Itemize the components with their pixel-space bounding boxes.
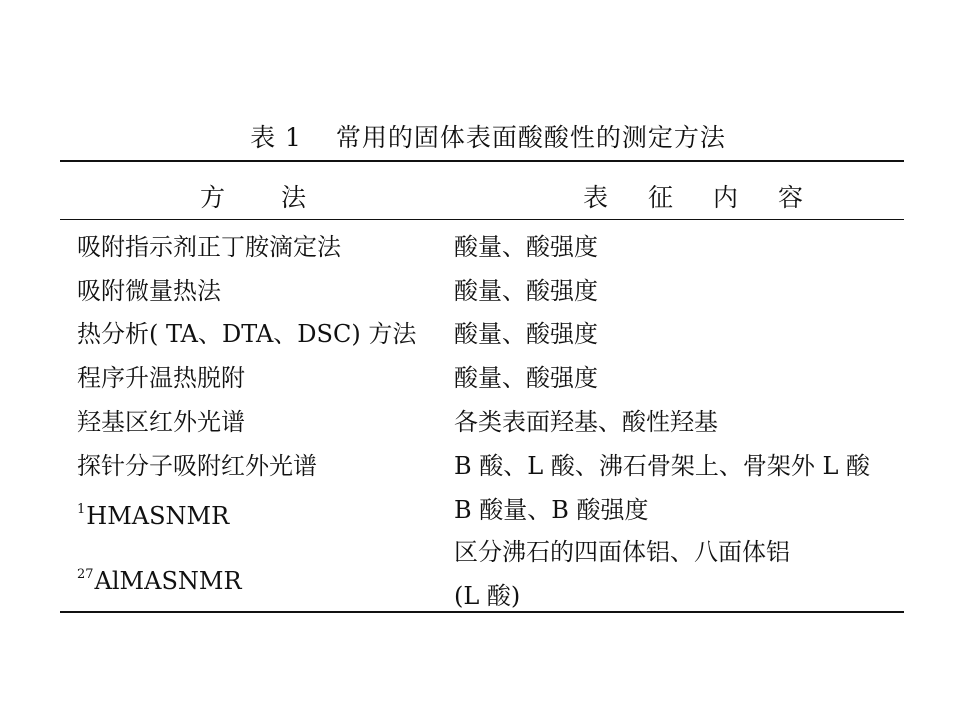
table-row-6-content: B 酸、L 酸、沸石骨架上、骨架外 L 酸 bbox=[454, 452, 871, 480]
method-name: HMASNMR bbox=[86, 502, 230, 530]
table-bottom-rule bbox=[60, 611, 904, 613]
table-header-rule bbox=[60, 219, 904, 220]
table-row-8-method bbox=[77, 560, 242, 596]
table-row-1-content: 酸量、酸强度 bbox=[454, 233, 598, 261]
table-row-2-method: 吸附微量热法 bbox=[77, 277, 221, 305]
table-top-rule bbox=[60, 160, 904, 162]
table-number: 表 1 bbox=[250, 123, 302, 152]
table-title: 常用的固体表面酸酸性的测定方法 bbox=[335, 123, 726, 152]
superscript-isotope: 27 bbox=[77, 567, 94, 582]
table-row-3-method: 热分析( TA、DTA、DSC) 方法 bbox=[77, 320, 417, 348]
table-row-8-content-line2: (L 酸) bbox=[454, 582, 521, 610]
table-caption bbox=[60, 118, 916, 154]
table-row-6-method: 探针分子吸附红外光谱 bbox=[77, 452, 317, 480]
table-row-5-content: 各类表面羟基、酸性羟基 bbox=[454, 408, 718, 436]
header-content: 表征内容 bbox=[583, 183, 844, 212]
superscript-isotope: 1 bbox=[77, 502, 86, 517]
header-method: 方法 bbox=[200, 183, 363, 212]
table-row-4-method: 程序升温热脱附 bbox=[77, 364, 245, 392]
table-row-8-content-line1: 区分沸石的四面体铝、八面体铝 bbox=[454, 538, 790, 566]
table-row-2-content: 酸量、酸强度 bbox=[454, 277, 598, 305]
table-row-1-method: 吸附指示剂正丁胺滴定法 bbox=[77, 233, 341, 261]
table-row-7-method bbox=[77, 495, 229, 531]
method-name: AlMASNMR bbox=[94, 567, 242, 595]
table-row-3-content: 酸量、酸强度 bbox=[454, 320, 598, 348]
table-row-7-content: B 酸量、B 酸强度 bbox=[454, 496, 649, 524]
table-row-5-method: 羟基区红外光谱 bbox=[77, 408, 245, 436]
table-row-4-content: 酸量、酸强度 bbox=[454, 364, 598, 392]
